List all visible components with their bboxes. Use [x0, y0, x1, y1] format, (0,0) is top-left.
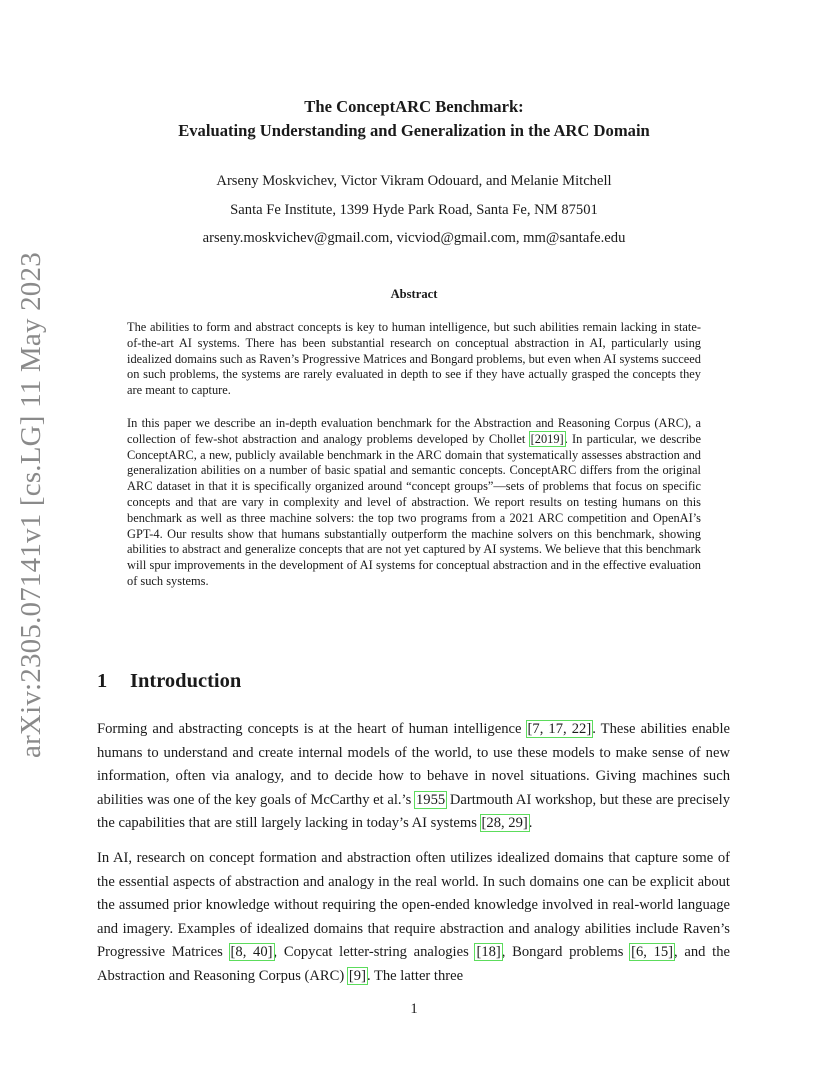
citation-link-6-15[interactable]: [6, 15]	[631, 944, 674, 960]
intro-paragraph-1	[97, 718, 730, 836]
arxiv-identifier-stamp: arXiv:2305.07141v1 [cs.LG] 11 May 2023	[15, 252, 47, 758]
intro-p2-text-5: . The latter three	[366, 967, 464, 984]
citation-link-28-29[interactable]: [28, 29]	[481, 815, 528, 831]
section-title: Introduction	[130, 670, 242, 692]
paper-title-line-2: Evaluating Understanding and Generalization in the ARC Domain	[178, 121, 650, 140]
intro-p1-text-3: Dartmouth AI workshop, but these are precisely the capabilities that are still largely lacking in today’s AI systems	[97, 791, 730, 831]
abstract-paragraph-1-text: The abilities to form and abstract concepts is key to human intelligence, but such abilities remain lacking in state-of-the-art AI systems. There has been substantial research on conceptual abstraction in AI, particularly using idealized domains such as Raven’s Progressive Matrices and Bongard problems, but even when AI systems succeed on such problems, the systems are rarely evaluated in depth to see if they have actually grasped the concepts they are meant to capture.	[127, 320, 701, 398]
intro-paragraph-2	[97, 847, 730, 988]
intro-p2-text-2: , Copycat letter-string analogies	[273, 944, 476, 960]
citation-link-9[interactable]: [9]	[348, 967, 366, 984]
author-list: Arseny Moskvichev, Victor Vikram Odouard, and Melanie Mitchell	[216, 173, 612, 189]
abstract-paragraph-1	[127, 320, 701, 399]
intro-p1-text-4: .	[528, 815, 533, 831]
citation-link-18[interactable]: [18]	[476, 944, 501, 960]
paper-title-line-1: The ConceptARC Benchmark:	[304, 97, 524, 116]
section-heading-introduction	[97, 668, 241, 694]
citation-link-1955[interactable]: 1955	[415, 791, 446, 808]
intro-p1-text-2: . These abilities enable humans to understand and create internal models of the world, to use these models to make sense of new information, often via analogy, and to decide how to behave in novel situations. Giving machines such abilities was one of the key goals of McCarthy et al.’s	[97, 721, 730, 808]
citation-link-8-40[interactable]: [8, 40]	[230, 944, 273, 960]
page-number: 1	[410, 1001, 418, 1017]
abstract-paragraph-2-text-a: In this paper we describe an in-depth evaluation benchmark for the Abstraction and Reasoning Corpus (ARC), a collection of few-shot abstraction and analogy problems developed by Chollet	[127, 416, 701, 446]
intro-p2-text-3: , Bongard problems	[501, 944, 631, 960]
section-number: 1	[97, 670, 108, 692]
abstract-paragraph-2-text-b: . In particular, we describe ConceptARC, a new, publicly available benchmark in the ARC domain that systematically assesses abstraction and generalization abilities on a number of basic spatial and semantic concepts. ConceptARC differs from the original ARC dataset in that it is specifically organized around “concept groups”—sets of problems that focus on specific concepts and that are vary in complexity and level of abstraction. We report results on testing humans on this benchmark as well as three machine solvers: the top two programs from a 2021 ARC competition and OpenAI’s GPT-4. Our results show that humans substantially outperform the machine solvers on this benchmark, showing abilities to abstract and generalize concepts that are not yet captured by AI systems. We believe that this benchmark will spur improvements in the development of AI systems for conceptual abstraction and in the effective evaluation of such systems.	[127, 431, 701, 588]
paper-title	[0, 95, 828, 143]
intro-p2-text-4: , and the Abstraction and Reasoning Corpus (ARC)	[97, 944, 730, 984]
abstract-paragraph-2	[127, 416, 701, 590]
abstract-heading: Abstract	[390, 287, 438, 301]
author-affiliation: Santa Fe Institute, 1399 Hyde Park Road, Santa Fe, NM 87501	[230, 202, 598, 218]
author-emails: arseny.moskvichev@gmail.com, vicviod@gmail.com, mm@santafe.edu	[202, 230, 626, 246]
intro-p1-text-1: Forming and abstracting concepts is at the heart of human intelligence	[97, 721, 527, 737]
citation-link-7-17-22[interactable]: [7, 17, 22]	[527, 721, 592, 737]
intro-p2-text-1: In AI, research on concept formation and abstraction often utilizes idealized domains that capture some of the essential aspects of abstraction and analogy in the real world. In such domains one can be explicit about the assumed prior knowledge without requiring the open-ended knowledge involved in real-world language and imagery. Examples of idealized domains that require abstraction and analogy abilities include Raven’s Progressive Matrices	[97, 850, 730, 960]
citation-link-chollet-2019[interactable]: [2019]	[530, 431, 564, 446]
